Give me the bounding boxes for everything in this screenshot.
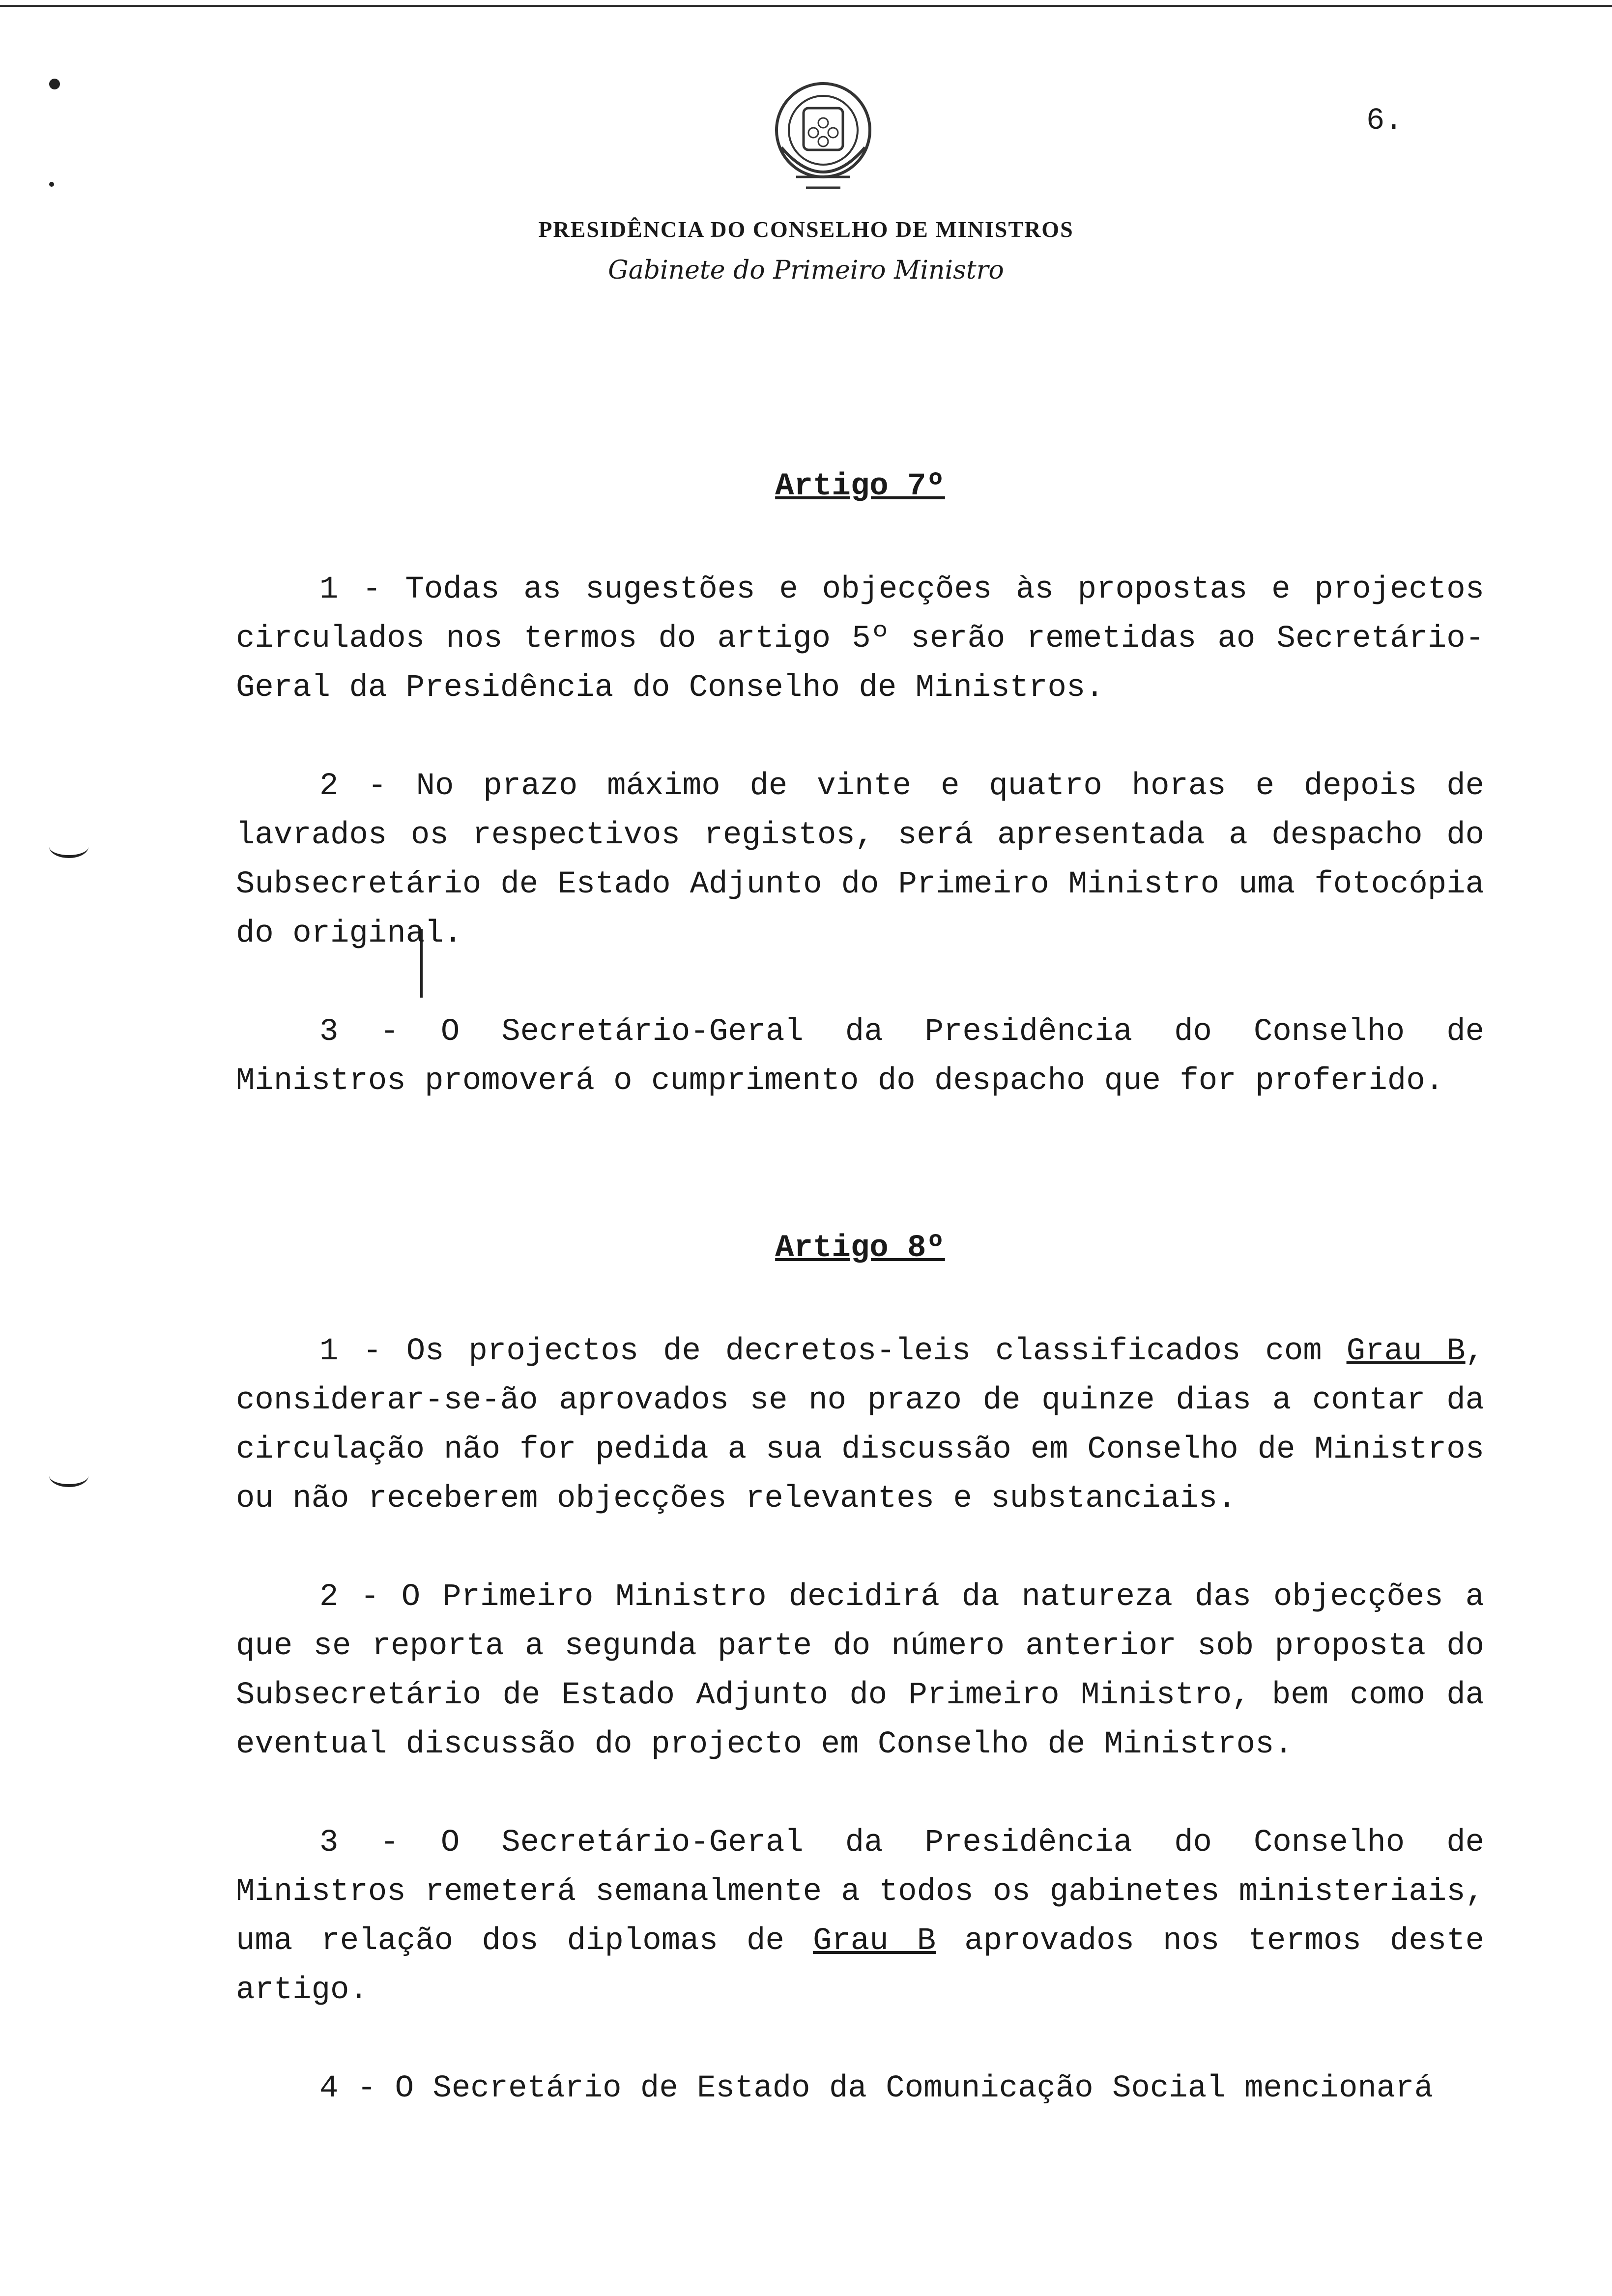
document-body (236, 462, 1484, 2162)
clause-text: 3 - O Secretário-Geral da Presidência do Conselho de Ministros remeterá semanalmente a todos os gabinetes ministeriais, uma relação dos diplomas de (236, 1825, 1484, 1959)
page-number: 6. (1366, 103, 1403, 138)
curve-mark-lower (49, 1464, 88, 1487)
cabinet-signature: Gabinete do Primeiro Ministro (608, 256, 1004, 285)
clause-paragraph: 3 - O Secretário-Geral da Presidência do Conselho de Ministros promoverá o cumprimento do despacho que for proferido. (236, 1014, 1484, 1099)
clause-text: 1 - Os projectos de decretos-leis classificados com (319, 1334, 1347, 1369)
clause-paragraph: 2 - No prazo máximo de vinte e quatro horas e depois de lavrados os respectivos registos, será apresentada a despacho do Subsecretário de Estado Adjunto do Primeiro Ministro uma fotocópia do original. (236, 769, 1484, 951)
clause-paragraph (236, 1327, 1484, 1523)
clause-paragraph: 1 - Todas as sugestões e objecções às propostas e projectos circulados nos termos do artigo 5º serão remetidas ao Secretário-Geral da Presidência do Conselho de Ministros. (236, 572, 1484, 706)
top-border-rule (0, 5, 1612, 7)
clause-paragraph: 2 - O Primeiro Ministro decidirá da natureza das objecções a que se reporta a segunda parte do número anterior sob proposta do Subsecretário de Estado Adjunto do Primeiro Ministro, bem como da eventual discussão do projecto em Conselho de Ministros. (236, 1579, 1484, 1762)
speck-mark (49, 182, 54, 187)
clause-paragraph: 4 - O Secretário de Estado da Comunicação Social mencionará (319, 2071, 1433, 2106)
article-7 (236, 462, 1484, 1106)
article-heading: Artigo 8º (775, 1231, 945, 1266)
coat-of-arms-emblem (767, 79, 880, 201)
article-heading: Artigo 7º (775, 469, 945, 504)
clause-paragraph (236, 1818, 1484, 2015)
underlined-grade: Grau B (812, 1923, 936, 1959)
clause-text: aprovados nos termos deste artigo. (236, 1923, 1485, 2008)
hole-punch-mark-top (49, 79, 60, 89)
curve-mark-upper (49, 835, 88, 858)
underlined-grade: Grau B (1346, 1334, 1466, 1369)
clause-text: , considerar-se-ão aprovados se no prazo de quinze dias a contar da circulação não for pedida a sua discussão em Conselho de Ministros ou não receberem objecções relevantes e substanciais. (236, 1334, 1485, 1517)
article-8 (236, 1224, 1484, 2113)
office-name: PRESIDÊNCIA DO CONSELHO DE MINISTROS (538, 217, 1074, 242)
